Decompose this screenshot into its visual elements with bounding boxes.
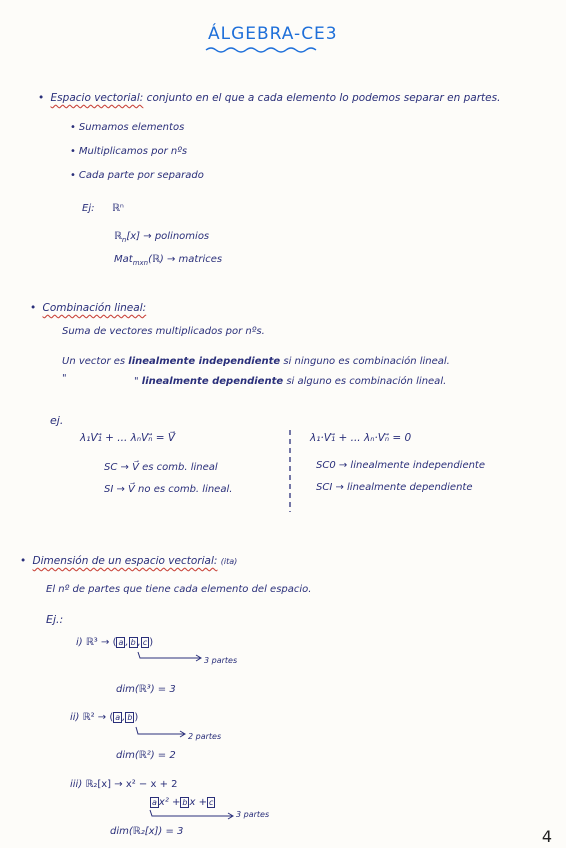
dimension-i-dim: dim(ℝ³) = 3 bbox=[116, 684, 176, 695]
dimension-ej-label: Ej.: bbox=[46, 613, 64, 626]
combinacion-sci: SCI → linealmente dependiente bbox=[316, 482, 473, 493]
dimension-example-ii: ii) ℝ² → ( a , b ) bbox=[70, 712, 139, 723]
espacio-heading: Espacio vectorial: bbox=[50, 92, 144, 104]
combinacion-eq-left: λ₁V₁⃗ + ... λₙVₙ⃗ = V⃗ bbox=[80, 432, 176, 444]
combinacion-line-2: " linealmente dependiente si alguno es combinación lineal. bbox=[134, 376, 447, 387]
combinacion-eq-right: λ₁·V₁⃗ + ... λₙ·Vₙ⃗ = 0 bbox=[310, 432, 412, 444]
espacio-ex-rn: ℝⁿ bbox=[112, 203, 124, 214]
dimension-example-iii: iii) ℝ₂[x] → x² − x + 2 bbox=[70, 779, 178, 790]
dimension-iii-boxed-poly: a x² + b x + c bbox=[152, 797, 214, 808]
espacio-ex-matrices: Mat$_{mxn}$(ℝ) → matrices bbox=[114, 254, 223, 267]
dimension-i-partes: 3 partes bbox=[204, 656, 238, 665]
espacio-definition: conjunto en el que a cada elemento lo podemos separar en partes. bbox=[146, 92, 501, 104]
combinacion-sc: SC → V⃗ es comb. lineal bbox=[104, 462, 218, 473]
dimension-iii-dim: dim(ℝ₂[x]) = 3 bbox=[110, 826, 184, 837]
dimension-aside: (ita) bbox=[220, 557, 238, 566]
combinacion-sc0: SC0 → linealmente independiente bbox=[316, 460, 486, 471]
dimension-example-i: i) ℝ³ → ( a , b , c ) bbox=[76, 637, 154, 648]
combinacion-ej-label: ej. bbox=[50, 414, 64, 427]
espacio-ex-polinomios: ℝ$_n$[x] → polinomios bbox=[114, 231, 210, 244]
dimension-heading: Dimensión de un espacio vectorial: bbox=[32, 555, 218, 567]
combinacion-heading: Combinación lineal: bbox=[42, 302, 147, 314]
dimension-ii-partes: 2 partes bbox=[188, 732, 222, 741]
combinacion-ditto: " bbox=[62, 373, 67, 384]
page-number: 4 bbox=[541, 827, 552, 846]
espacio-item-1: • Sumamos elementos bbox=[70, 122, 184, 133]
page-title: ÁLGEBRA-CE3 bbox=[208, 24, 338, 44]
dimension-iii-partes: 3 partes bbox=[236, 810, 270, 819]
dimension-ii-dim: dim(ℝ²) = 2 bbox=[116, 750, 176, 761]
combinacion-si: SI → V⃗ no es comb. lineal. bbox=[104, 484, 233, 495]
espacio-ej-label: Ej: bbox=[82, 203, 95, 214]
combinacion-line-1: Un vector es linealmente independiente si ninguno es combinación lineal. bbox=[62, 356, 450, 367]
espacio-item-3: • Cada parte por separado bbox=[70, 170, 204, 181]
dimension-definition: El nº de partes que tiene cada elemento del espacio. bbox=[46, 584, 312, 595]
espacio-item-2: • Multiplicamos por nºs bbox=[70, 146, 187, 157]
combinacion-definition: Suma de vectores multiplicados por nºs. bbox=[62, 326, 265, 337]
